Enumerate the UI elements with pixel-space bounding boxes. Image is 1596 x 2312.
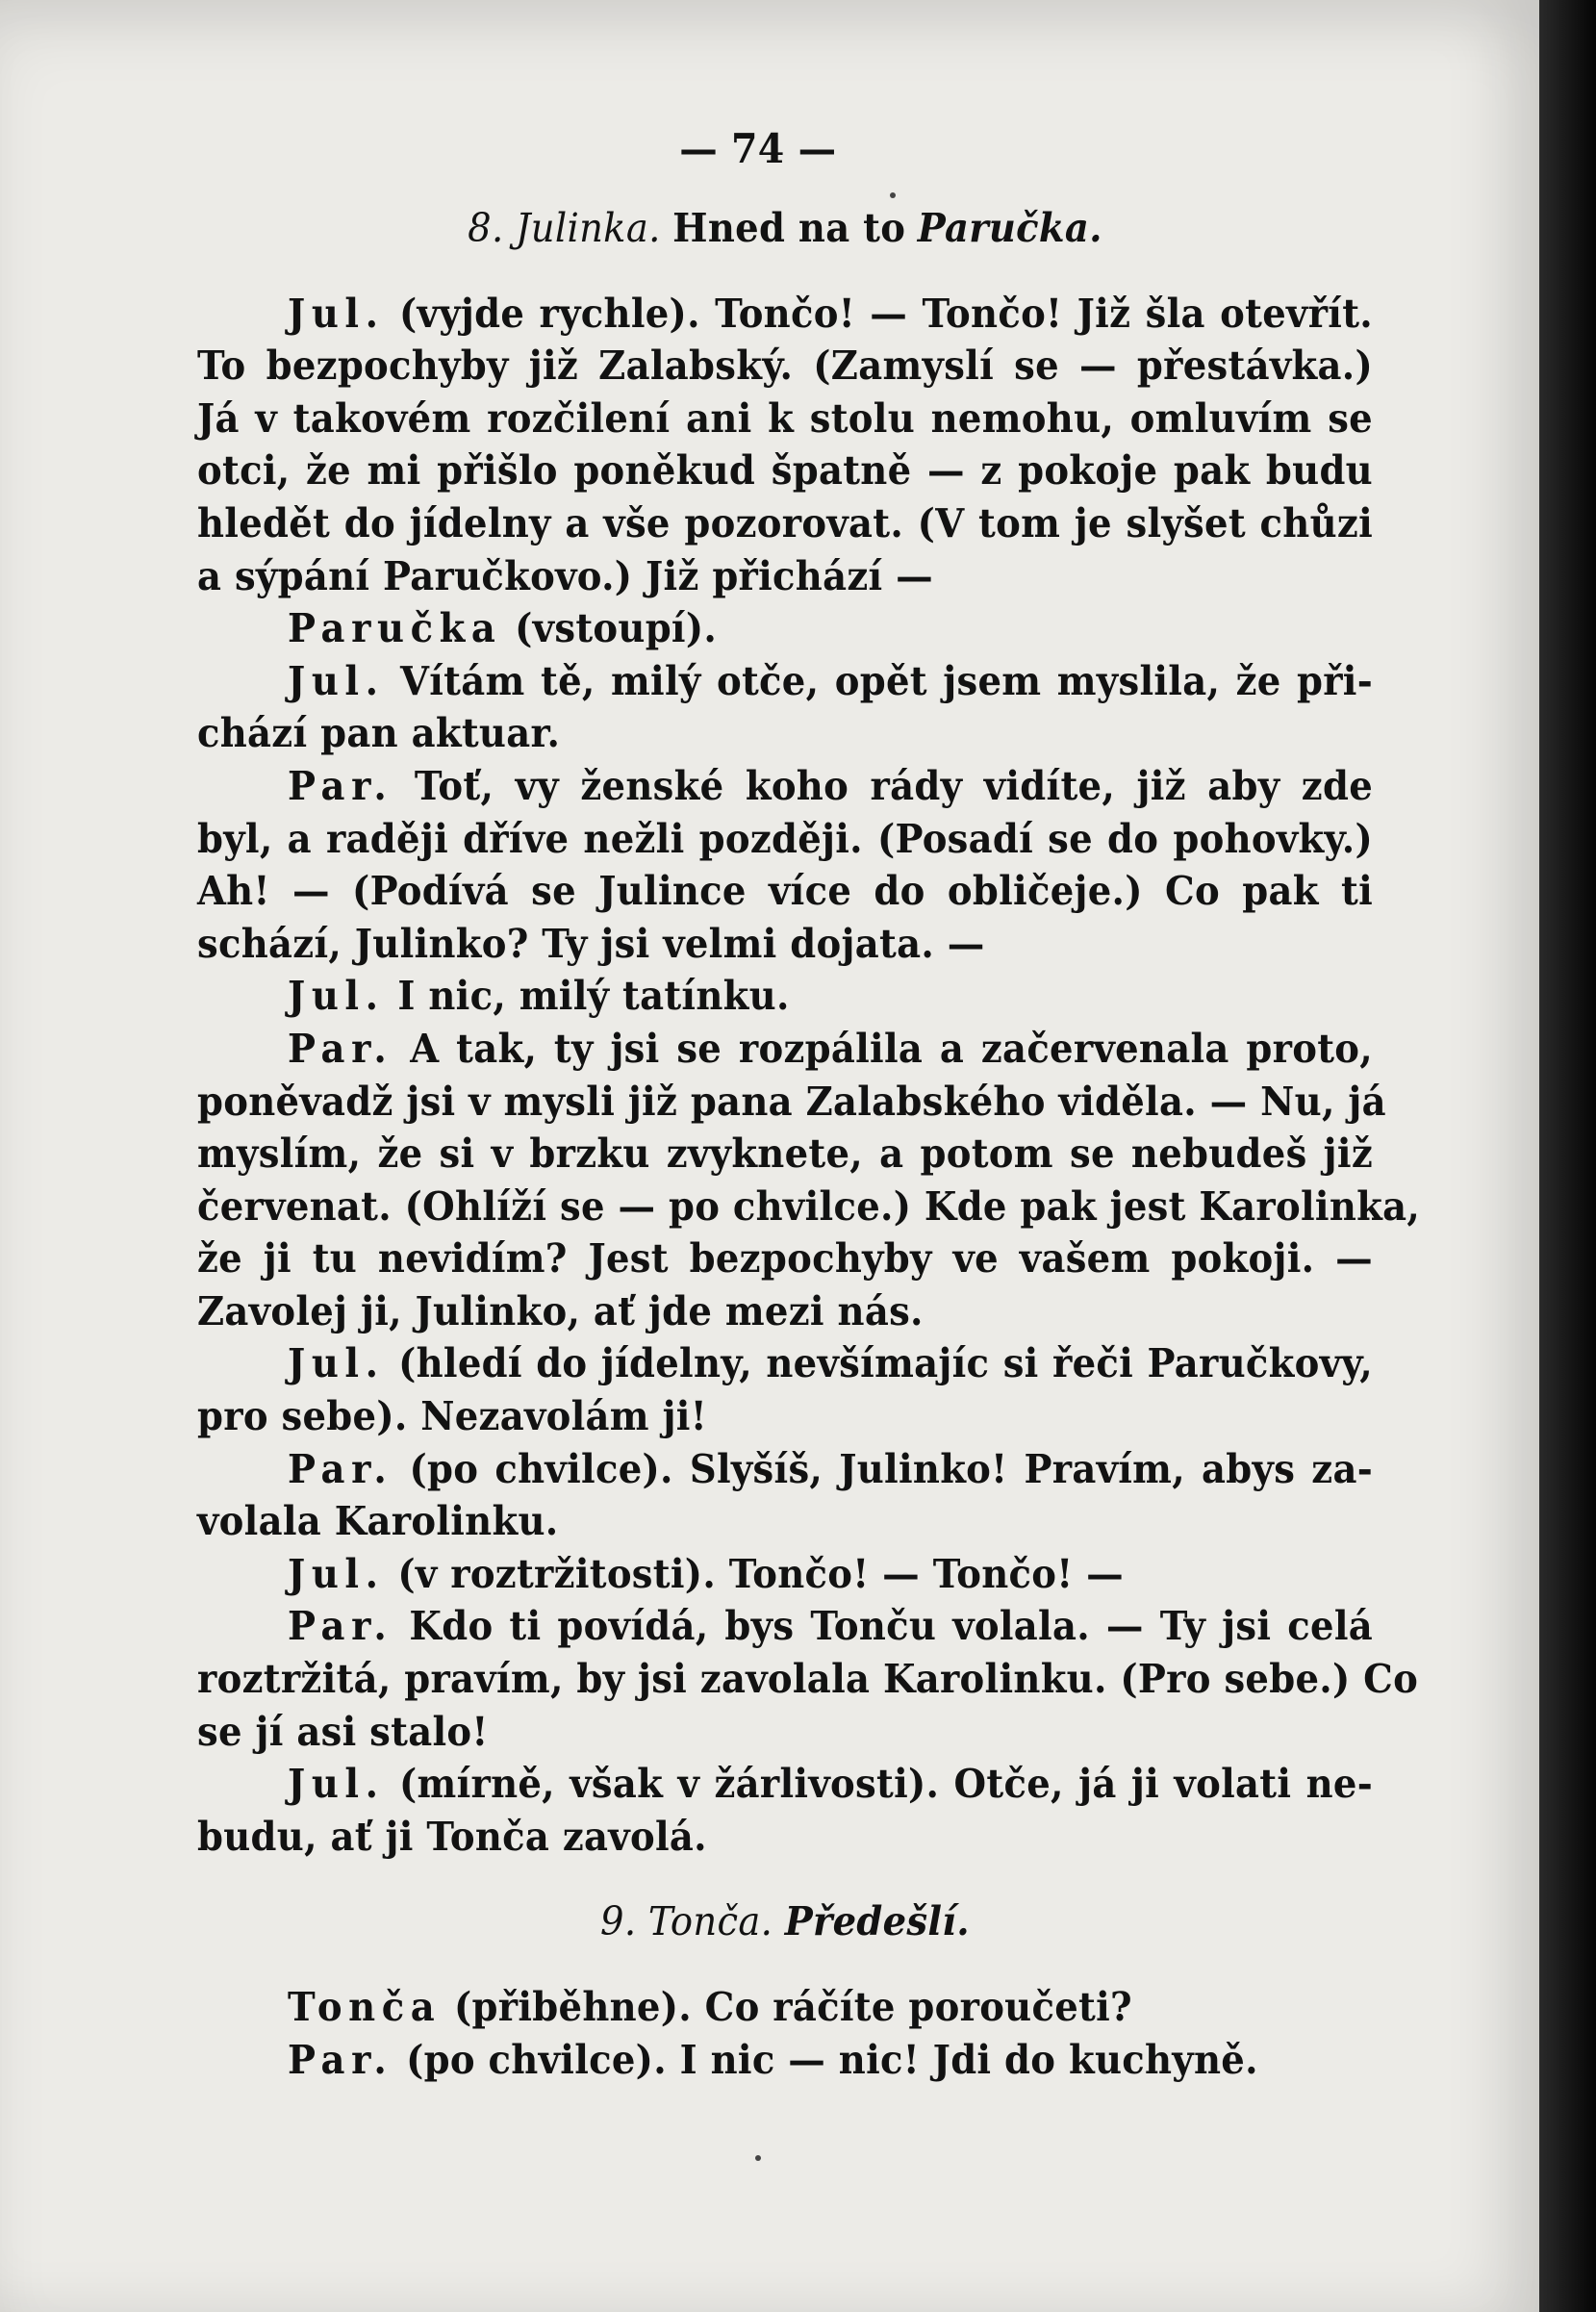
text-line [197, 813, 1373, 866]
text-line [197, 445, 1373, 497]
text-line [197, 288, 1373, 341]
text-line [197, 1811, 1373, 1864]
line-text: Ah! — (Podívá se Julince více do obličeje.) Co pak ti [197, 868, 1373, 915]
text-line [197, 1390, 1373, 1443]
line-text: Toť, vy ženské koho rády vidíte, již aby zde [414, 762, 1373, 809]
line-text: a sýpání Paručkovo.) Již přichází — [197, 552, 933, 599]
speaker-name: Jul. [288, 973, 385, 1020]
line-text: myslím, že si v brzku zvyknete, a potom se nebudeš již [197, 1131, 1373, 1178]
text-line [197, 1495, 1373, 1548]
line-text: (hledí do jídelny, nevšímajíc si řeči Paručkovy, [398, 1340, 1374, 1387]
text-line [197, 1337, 1373, 1390]
scene-character: Julinka. [516, 205, 661, 251]
text-line [197, 1706, 1373, 1759]
scene-text: Předešlí. [784, 1898, 970, 1945]
text-line [197, 340, 1373, 393]
line-text: volala Karolinku. [197, 1498, 559, 1545]
scene-number: 8. [468, 205, 504, 251]
line-text: budu, ať ji Tonča zavolá. [197, 1813, 707, 1860]
speaker-name: Paručka [288, 605, 502, 652]
line-text: Vítám tě, milý otče, opět jsem myslila, že při- [400, 657, 1373, 704]
line-text: I nic, milý tatínku. [397, 973, 790, 1020]
print-speck [890, 192, 896, 198]
line-text: (vstoupí). [515, 605, 718, 652]
speaker-name: Jul. [288, 1550, 385, 1597]
text-line [197, 1653, 1419, 1706]
text-line [197, 602, 1373, 655]
text-line [197, 1128, 1373, 1181]
line-text: (po chvilce). Slyšíš, Julinko! Pravím, abys za- [409, 1445, 1373, 1492]
line-text: se jí asi stalo! [197, 1708, 489, 1755]
text-line [197, 970, 1373, 1023]
scene-number: 9. [600, 1898, 637, 1945]
line-text: To bezpochyby již Zalabský. (Zamyslí se — přestávka.) [197, 343, 1373, 390]
speaker-name: Jul. [288, 290, 385, 337]
text-line [197, 1758, 1373, 1811]
scene-heading-8 [197, 202, 1373, 255]
speaker-name: Par. [288, 1025, 393, 1072]
line-text: A tak, ty jsi se rozpálila a začervenala proto, [410, 1025, 1374, 1072]
dialogue-block-2 [197, 1981, 1373, 2086]
scene-text: Hned na to [672, 205, 906, 251]
line-text: (mírně, však v žárlivosti). Otče, já ji volati ne- [398, 1761, 1373, 1808]
page-text [197, 115, 1421, 2086]
text-line [197, 1181, 1421, 1233]
line-text: červenat. (Ohlíží se — po chvilce.) Kde pak jest Karolinka, [197, 1182, 1421, 1230]
speaker-name: Jul. [288, 1340, 385, 1387]
text-line [197, 497, 1373, 550]
text-line [197, 1076, 1386, 1129]
text-line [197, 707, 1373, 760]
line-text: Kdo ti povídá, bys Tonču volala. — Ty jsi celá [409, 1603, 1373, 1650]
speaker-name: Par. [288, 2036, 393, 2083]
line-text: otci, že mi přišlo poněkud špatně — z pokoje pak budu [197, 447, 1373, 495]
line-text: (vyjde rychle). Tončo! — Tončo! Již šla otevřít. [399, 290, 1373, 337]
text-line [197, 1548, 1373, 1601]
text-line [197, 865, 1373, 918]
speaker-name: Par. [288, 1603, 393, 1650]
text-line [197, 1981, 1373, 2034]
scan-border [1539, 0, 1596, 2312]
speaker-name: Tonča [288, 1984, 442, 2030]
line-text: poněvadž jsi v mysli již pana Zalabského viděla. — Nu, já [197, 1078, 1386, 1125]
text-line [197, 1232, 1373, 1285]
dialogue-block-1 [197, 288, 1421, 1864]
page-number: — 74 — [679, 125, 837, 172]
speaker-name: Jul. [288, 1761, 385, 1808]
line-text: chází pan aktuar. [197, 710, 561, 757]
text-line [197, 2034, 1373, 2087]
text-line [197, 1443, 1373, 1496]
line-text: hledět do jídelny a vše pozorovat. (V tom je slyšet chůzi [197, 499, 1373, 546]
text-line [197, 1285, 1373, 1338]
text-line [197, 393, 1373, 445]
line-text: byl, a raději dříve nežli později. (Posadí se do pohovky.) [197, 815, 1373, 862]
line-text: (v roztržitosti). Tončo! — Tončo! — [397, 1550, 1125, 1597]
scene-character: Tonča. [647, 1898, 773, 1945]
print-speck [755, 2155, 761, 2161]
line-text: (přiběhne). Co ráčíte poroučeti? [454, 1984, 1132, 2030]
line-text: pro sebe). Nezavolám ji! [197, 1393, 707, 1440]
line-text: schází, Julinko? Ty jsi velmi dojata. — [197, 920, 985, 967]
line-text: Zavolej ji, Julinko, ať jde mezi nás. [197, 1287, 924, 1334]
scene-heading-9 [197, 1895, 1373, 1948]
text-line [197, 918, 1373, 971]
text-line [197, 1023, 1373, 1076]
speaker-name: Jul. [288, 657, 385, 704]
text-line [197, 760, 1373, 813]
speaker-name: Par. [288, 762, 393, 809]
line-text: Já v takovém rozčilení ani k stolu nemohu, omluvím se [197, 394, 1373, 442]
text-line [197, 655, 1373, 708]
text-line [197, 550, 1373, 603]
line-text: (po chvilce). I nic — nic! Jdi do kuchyně. [406, 2036, 1258, 2083]
scene-character-2: Paručka. [917, 205, 1102, 251]
line-text: roztržitá, pravím, by jsi zavolala Karolinku. (Pro sebe.) Co [197, 1656, 1419, 1703]
line-text: že ji tu nevidím? Jest bezpochyby ve vašem pokoji. — [197, 1235, 1373, 1283]
speaker-name: Par. [288, 1445, 393, 1492]
text-line [197, 1600, 1373, 1653]
